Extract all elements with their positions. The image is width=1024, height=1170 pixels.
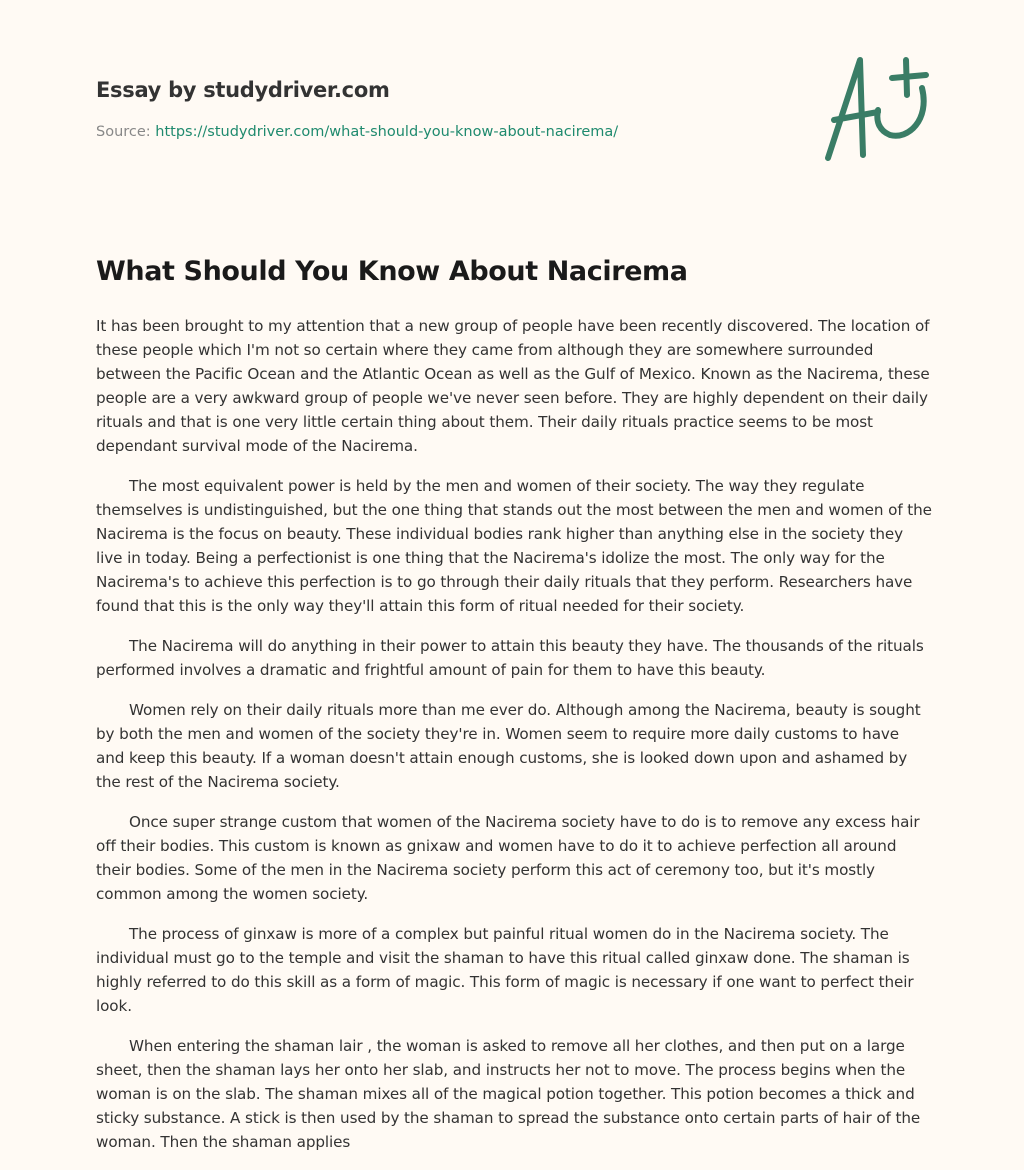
paragraph: The most equivalent power is held by the men and women of their society. The way they regulate themselves is undistinguished, but the one thing that stands out the most between the men and women of the Nacirema is the focus on beauty. These individual bodies rank higher than anything else in the society they live in today. Being a perfectionist is one thing that the Nacirema's idolize the most. The only way for the Nacirema's to achieve this perfection is to go through their daily rituals that they perform. Researchers have found that this is the only way they'll attain this form of ritual needed for their society. (96, 477, 932, 615)
essay-body (96, 314, 932, 1170)
paragraph: It has been brought to my attention that a new group of people have been recently discovered. The location of these people which I'm not so certain where they came from although they are somewhere surrounded between the Pacific Ocean and the Atlantic Ocean as well as the Gulf of Mexico. Known as the Nacirema, these people are a very awkward group of people we've never seen before. They are highly dependent on their daily rituals and that is one very little certain thing about them. Their daily rituals practice seems to be most dependant survival mode of the Nacirema. (96, 317, 930, 455)
site-title: Essay by studydriver.com (96, 78, 390, 102)
source-label: Source: (96, 124, 151, 140)
paragraph: Once super strange custom that women of the Nacirema society have to do is to remove any excess hair off their bodies. This custom is known as gnixaw and women have to do it to achieve perfection all around their bodies. Some of the men in the Nacirema society perform this act of ceremony too, but it's mostly common among the women society. (96, 813, 920, 903)
paragraph: Women rely on their daily rituals more than me ever do. Although among the Nacirema, beauty is sought by both the men and women of the society they're in. Women seem to require more daily customs to have and keep this beauty. If a woman doesn't attain enough customs, she is looked down upon and ashamed by the rest of the Nacirema society. (96, 701, 921, 791)
essay-title: What Should You Know About Nacirema (96, 256, 688, 287)
paragraph: The Nacirema will do anything in their power to attain this beauty they have. The thousands of the rituals performed involves a dramatic and frightful amount of pain for them to have this beauty. (96, 637, 924, 679)
source-link[interactable]: https://studydriver.com/what-should-you-know-about-nacirema/ (155, 124, 619, 140)
source-line (96, 124, 618, 140)
a-plus-logo-icon (818, 40, 938, 170)
paragraph: When entering the shaman lair , the woman is asked to remove all her clothes, and then put on a large sheet, then the shaman lays her onto her slab, and instructs her not to move. The process begins when the woman is on the slab. The shaman mixes all of the magical potion together. This potion becomes a thick and sticky substance. A stick is then used by the shaman to spread the substance onto certain parts of hair of the woman. Then the shaman applies (96, 1037, 921, 1151)
paragraph: The process of ginxaw is more of a complex but painful ritual women do in the Nacirema society. The individual must go to the temple and visit the shaman to have this ritual called ginxaw done. The shaman is highly referred to do this skill as a form of magic. This form of magic is necessary if one want to perfect their look. (96, 925, 914, 1015)
